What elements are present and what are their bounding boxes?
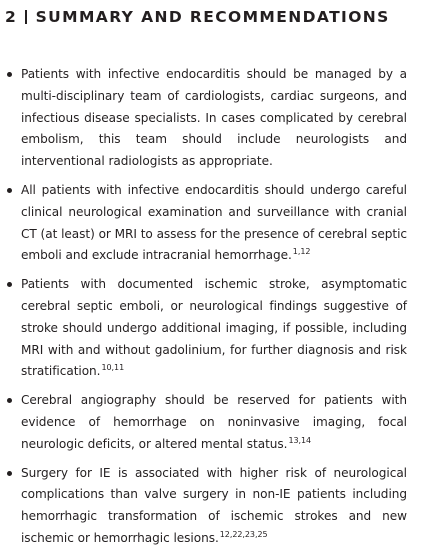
list-item — [0, 274, 448, 383]
list-item — [0, 390, 448, 455]
item-body: Cerebral angiography should be reserved for patients with evidence of hemorrhage on noninvasive imaging, focal neurologic deficits, or altered mental status. — [21, 393, 407, 451]
list-item-text — [21, 390, 407, 455]
item-body: Surgery for IE is associated with higher risk of neurological complications than valve surgery in non-IE patients including hemorrhagic transformation of ischemic strokes and new ischemic or hemorrhagic lesions. — [21, 465, 407, 545]
list-item — [0, 64, 448, 173]
list-item-text — [21, 274, 407, 383]
bullet-icon — [7, 72, 12, 77]
reference-citation: 13,14 — [288, 435, 312, 445]
section-number: 2 — [5, 8, 17, 26]
list-item — [0, 180, 448, 267]
item-body: Patients with infective endocarditis should be managed by a multi-disciplinary team of cardiologists, cardiac surgeons, and infectious disease specialists. In cases complicated by cerebral embolism, this team should include neurologists and interventional radiologists as appropriate. — [21, 67, 407, 169]
reference-citation: 12,22,23,25 — [219, 529, 268, 539]
bullet-icon — [7, 471, 12, 476]
bullet-icon — [7, 188, 12, 193]
section-heading — [5, 6, 390, 28]
bullet-icon — [7, 398, 12, 403]
reference-citation: 1,12 — [292, 247, 311, 257]
list-item-text — [21, 180, 407, 267]
recommendations-list — [0, 64, 448, 557]
list-item-text — [21, 463, 407, 550]
list-item — [0, 463, 448, 550]
reference-citation: 10,11 — [101, 363, 125, 373]
list-item-text — [21, 64, 407, 173]
section-title: SUMMARY AND RECOMMENDATIONS — [35, 8, 390, 26]
heading-divider — [25, 10, 27, 24]
item-body: Patients with documented ischemic stroke, asymptomatic cerebral septic emboli, or neurological findings suggestive of stroke should undergo additional imaging, if possible, including MRI with and without gadolinium, for further diagnosis and risk stratification. — [21, 277, 407, 379]
bullet-icon — [7, 282, 12, 287]
item-body: All patients with infective endocarditis should undergo careful clinical neurological examination and surveillance with cranial CT (at least) or MRI to assess for the presence of cerebral septic emboli and exclude intracranial hemorrhage. — [21, 182, 407, 263]
